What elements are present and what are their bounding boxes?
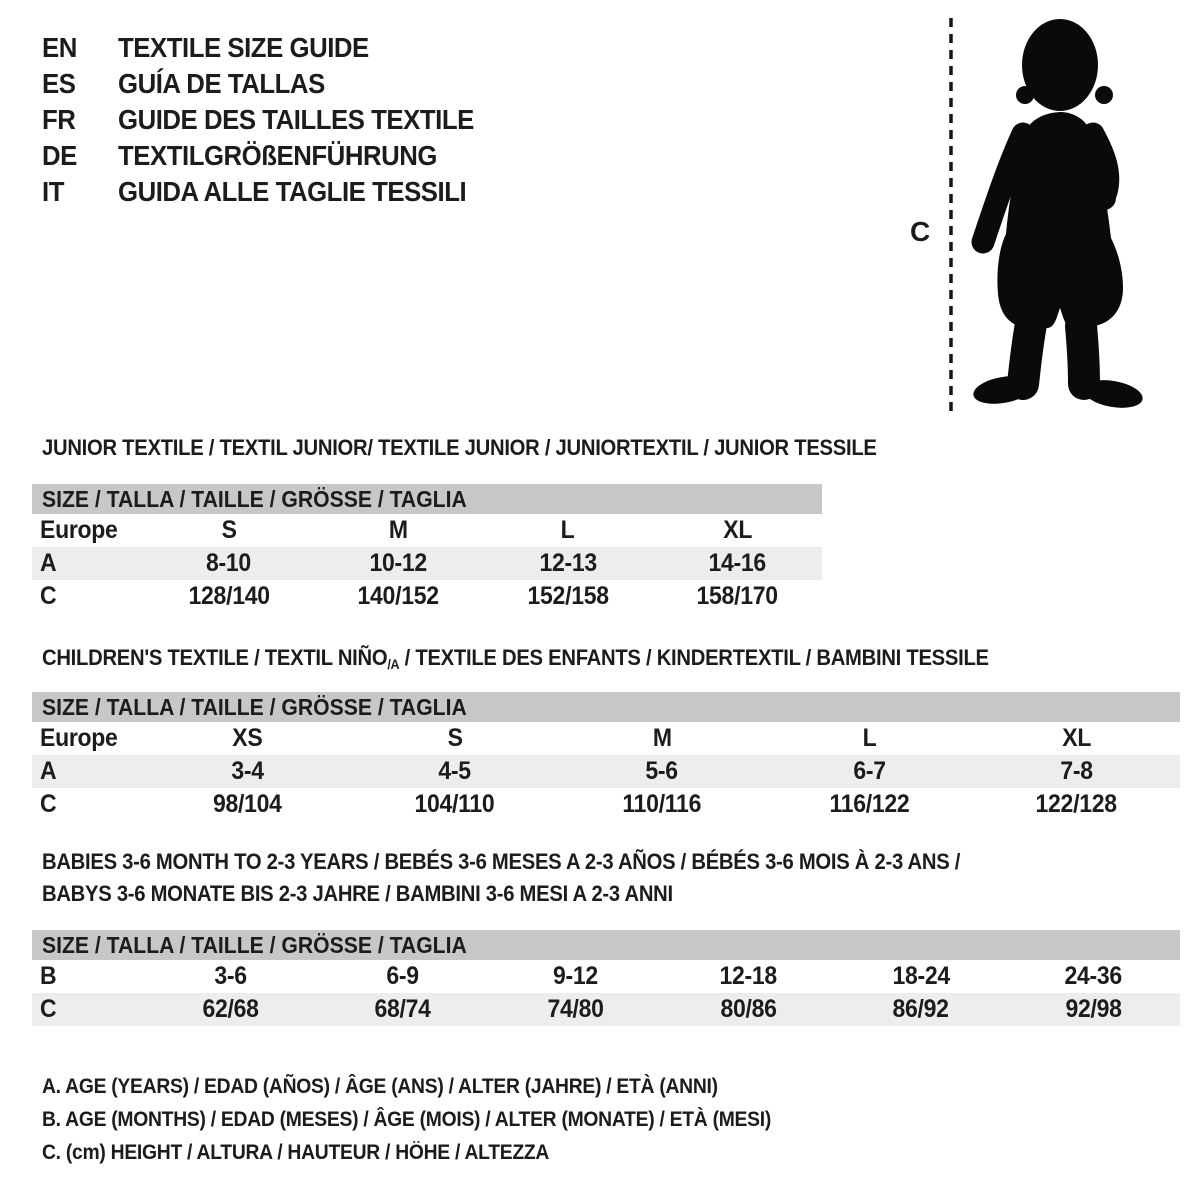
size-cell: 6-7 — [853, 757, 886, 785]
language-row — [42, 66, 505, 102]
table-row — [32, 993, 1180, 1026]
babies-table-rows — [32, 960, 1180, 1026]
table-row — [32, 722, 1180, 755]
babies-size-table — [32, 930, 1180, 1026]
language-code: IT — [42, 176, 64, 207]
height-measure-line — [948, 16, 954, 416]
language-row — [42, 138, 505, 174]
size-cell: 74/80 — [547, 995, 604, 1023]
size-cell: 9-12 — [553, 962, 599, 990]
size-cell: 140/152 — [357, 582, 439, 610]
table-row — [32, 547, 822, 580]
row-label: A — [40, 549, 57, 577]
size-cell: 4-5 — [438, 757, 472, 785]
size-cell: 128/140 — [188, 582, 270, 610]
section-title-junior: JUNIOR TEXTILE / TEXTIL JUNIOR/ TEXTILE JUNIOR / JUNIORTEXTIL / JUNIOR TESSILE — [42, 435, 877, 460]
row-label: Europe — [40, 516, 118, 544]
size-cell: 14-16 — [708, 549, 766, 577]
language-title: TEXTILGRÖßENFÜHRUNG — [118, 140, 437, 171]
size-cell: 3-6 — [214, 962, 247, 990]
legend-line-b: B. AGE (MONTHS) / EDAD (MESES) / ÂGE (MOIS) / ALTER (MONATE) / ETÀ (MESI) — [42, 1107, 772, 1131]
size-header-bar: SIZE / TALLA / TAILLE / GRÖSSE / TAGLIA — [32, 692, 1180, 722]
size-header-bar: SIZE / TALLA / TAILLE / GRÖSSE / TAGLIA — [32, 930, 1180, 960]
language-title: GUÍA DE TALLAS — [118, 68, 325, 99]
legend — [42, 1070, 834, 1169]
row-label: C — [40, 790, 57, 818]
row-label: C — [40, 582, 57, 610]
size-cell: 158/170 — [696, 582, 778, 610]
table-row — [32, 788, 1180, 821]
language-title: GUIDE DES TAILLES TEXTILE — [118, 104, 474, 135]
language-title: GUIDA ALLE TAGLIE TESSILI — [118, 176, 467, 207]
section-title-children: CHILDREN'S TEXTILE / TEXTIL NIÑO/A / TEXTILE DES ENFANTS / KINDERTEXTIL / BAMBINI TESSILE — [42, 645, 989, 672]
size-cell: 12-13 — [539, 549, 597, 577]
size-cell: 18-24 — [892, 962, 950, 990]
size-cell: S — [447, 724, 463, 752]
size-cell: 5-6 — [645, 757, 679, 785]
size-cell: 24-36 — [1064, 962, 1123, 990]
size-cell: 68/74 — [374, 995, 432, 1023]
size-cell: L — [862, 724, 877, 752]
size-cell: 62/68 — [202, 995, 259, 1023]
language-row — [42, 102, 505, 138]
row-label: Europe — [40, 724, 118, 752]
size-cell: 116/122 — [829, 790, 910, 818]
language-code: EN — [42, 32, 77, 63]
row-label: B — [40, 962, 57, 990]
row-label: C — [40, 995, 57, 1023]
measure-label-c: C — [910, 216, 931, 247]
language-title-list — [42, 30, 505, 210]
size-cell: M — [388, 516, 408, 544]
size-cell: 8-10 — [206, 549, 252, 577]
size-header-bar: SIZE / TALLA / TAILLE / GRÖSSE / TAGLIA — [32, 484, 822, 514]
size-cell: 98/104 — [213, 790, 282, 818]
row-label: A — [40, 757, 57, 785]
size-cell: L — [560, 516, 575, 544]
children-size-table — [32, 692, 1180, 821]
size-cell: 110/116 — [622, 790, 702, 818]
table-row — [32, 960, 1180, 993]
size-cell: 152/158 — [527, 582, 609, 610]
language-row — [42, 174, 505, 210]
size-cell: 80/86 — [720, 995, 777, 1023]
size-cell: XS — [232, 724, 263, 752]
size-cell: 122/128 — [1035, 790, 1118, 818]
size-cell: XL — [722, 516, 752, 544]
table-row — [32, 514, 822, 547]
size-cell: XL — [1061, 724, 1091, 752]
legend-line-c: C. (cm) HEIGHT / ALTURA / HAUTEUR / HÖHE / ALTEZZA — [42, 1140, 550, 1164]
size-cell: S — [221, 516, 237, 544]
size-cell: 12-18 — [719, 962, 778, 990]
size-cell: 3-4 — [231, 757, 264, 785]
junior-table-rows — [32, 514, 822, 613]
children-table-rows — [32, 722, 1180, 821]
language-code: ES — [42, 68, 76, 99]
legend-line-a: A. AGE (YEARS) / EDAD (AÑOS) / ÂGE (ANS) / ALTER (JAHRE) / ETÀ (ANNI) — [42, 1074, 718, 1098]
language-code: DE — [42, 140, 77, 171]
language-title: TEXTILE SIZE GUIDE — [118, 32, 369, 63]
language-code: FR — [42, 104, 76, 135]
size-cell: 7-8 — [1060, 757, 1093, 785]
table-row — [32, 580, 822, 613]
junior-size-table — [32, 484, 822, 613]
section-title-babies: BABIES 3-6 MONTH TO 2-3 YEARS / BEBÉS 3-6 MESES A 2-3 AÑOS / BÉBÉS 3-6 MOIS À 2-3 ANS / BABYS 3-6 MONATE BIS 2-3 JAHRE / BAMBINI 3-6 MESI A 2-3 ANNI — [42, 849, 961, 906]
size-cell: 92/98 — [1065, 995, 1122, 1023]
language-row — [42, 30, 505, 66]
baby-silhouette-icon — [963, 16, 1153, 414]
size-cell: 10-12 — [369, 549, 427, 577]
table-row — [32, 755, 1180, 788]
size-cell: 6-9 — [386, 962, 420, 990]
size-cell: 86/92 — [892, 995, 950, 1023]
size-cell: M — [652, 724, 672, 752]
size-cell: 104/110 — [414, 790, 495, 818]
